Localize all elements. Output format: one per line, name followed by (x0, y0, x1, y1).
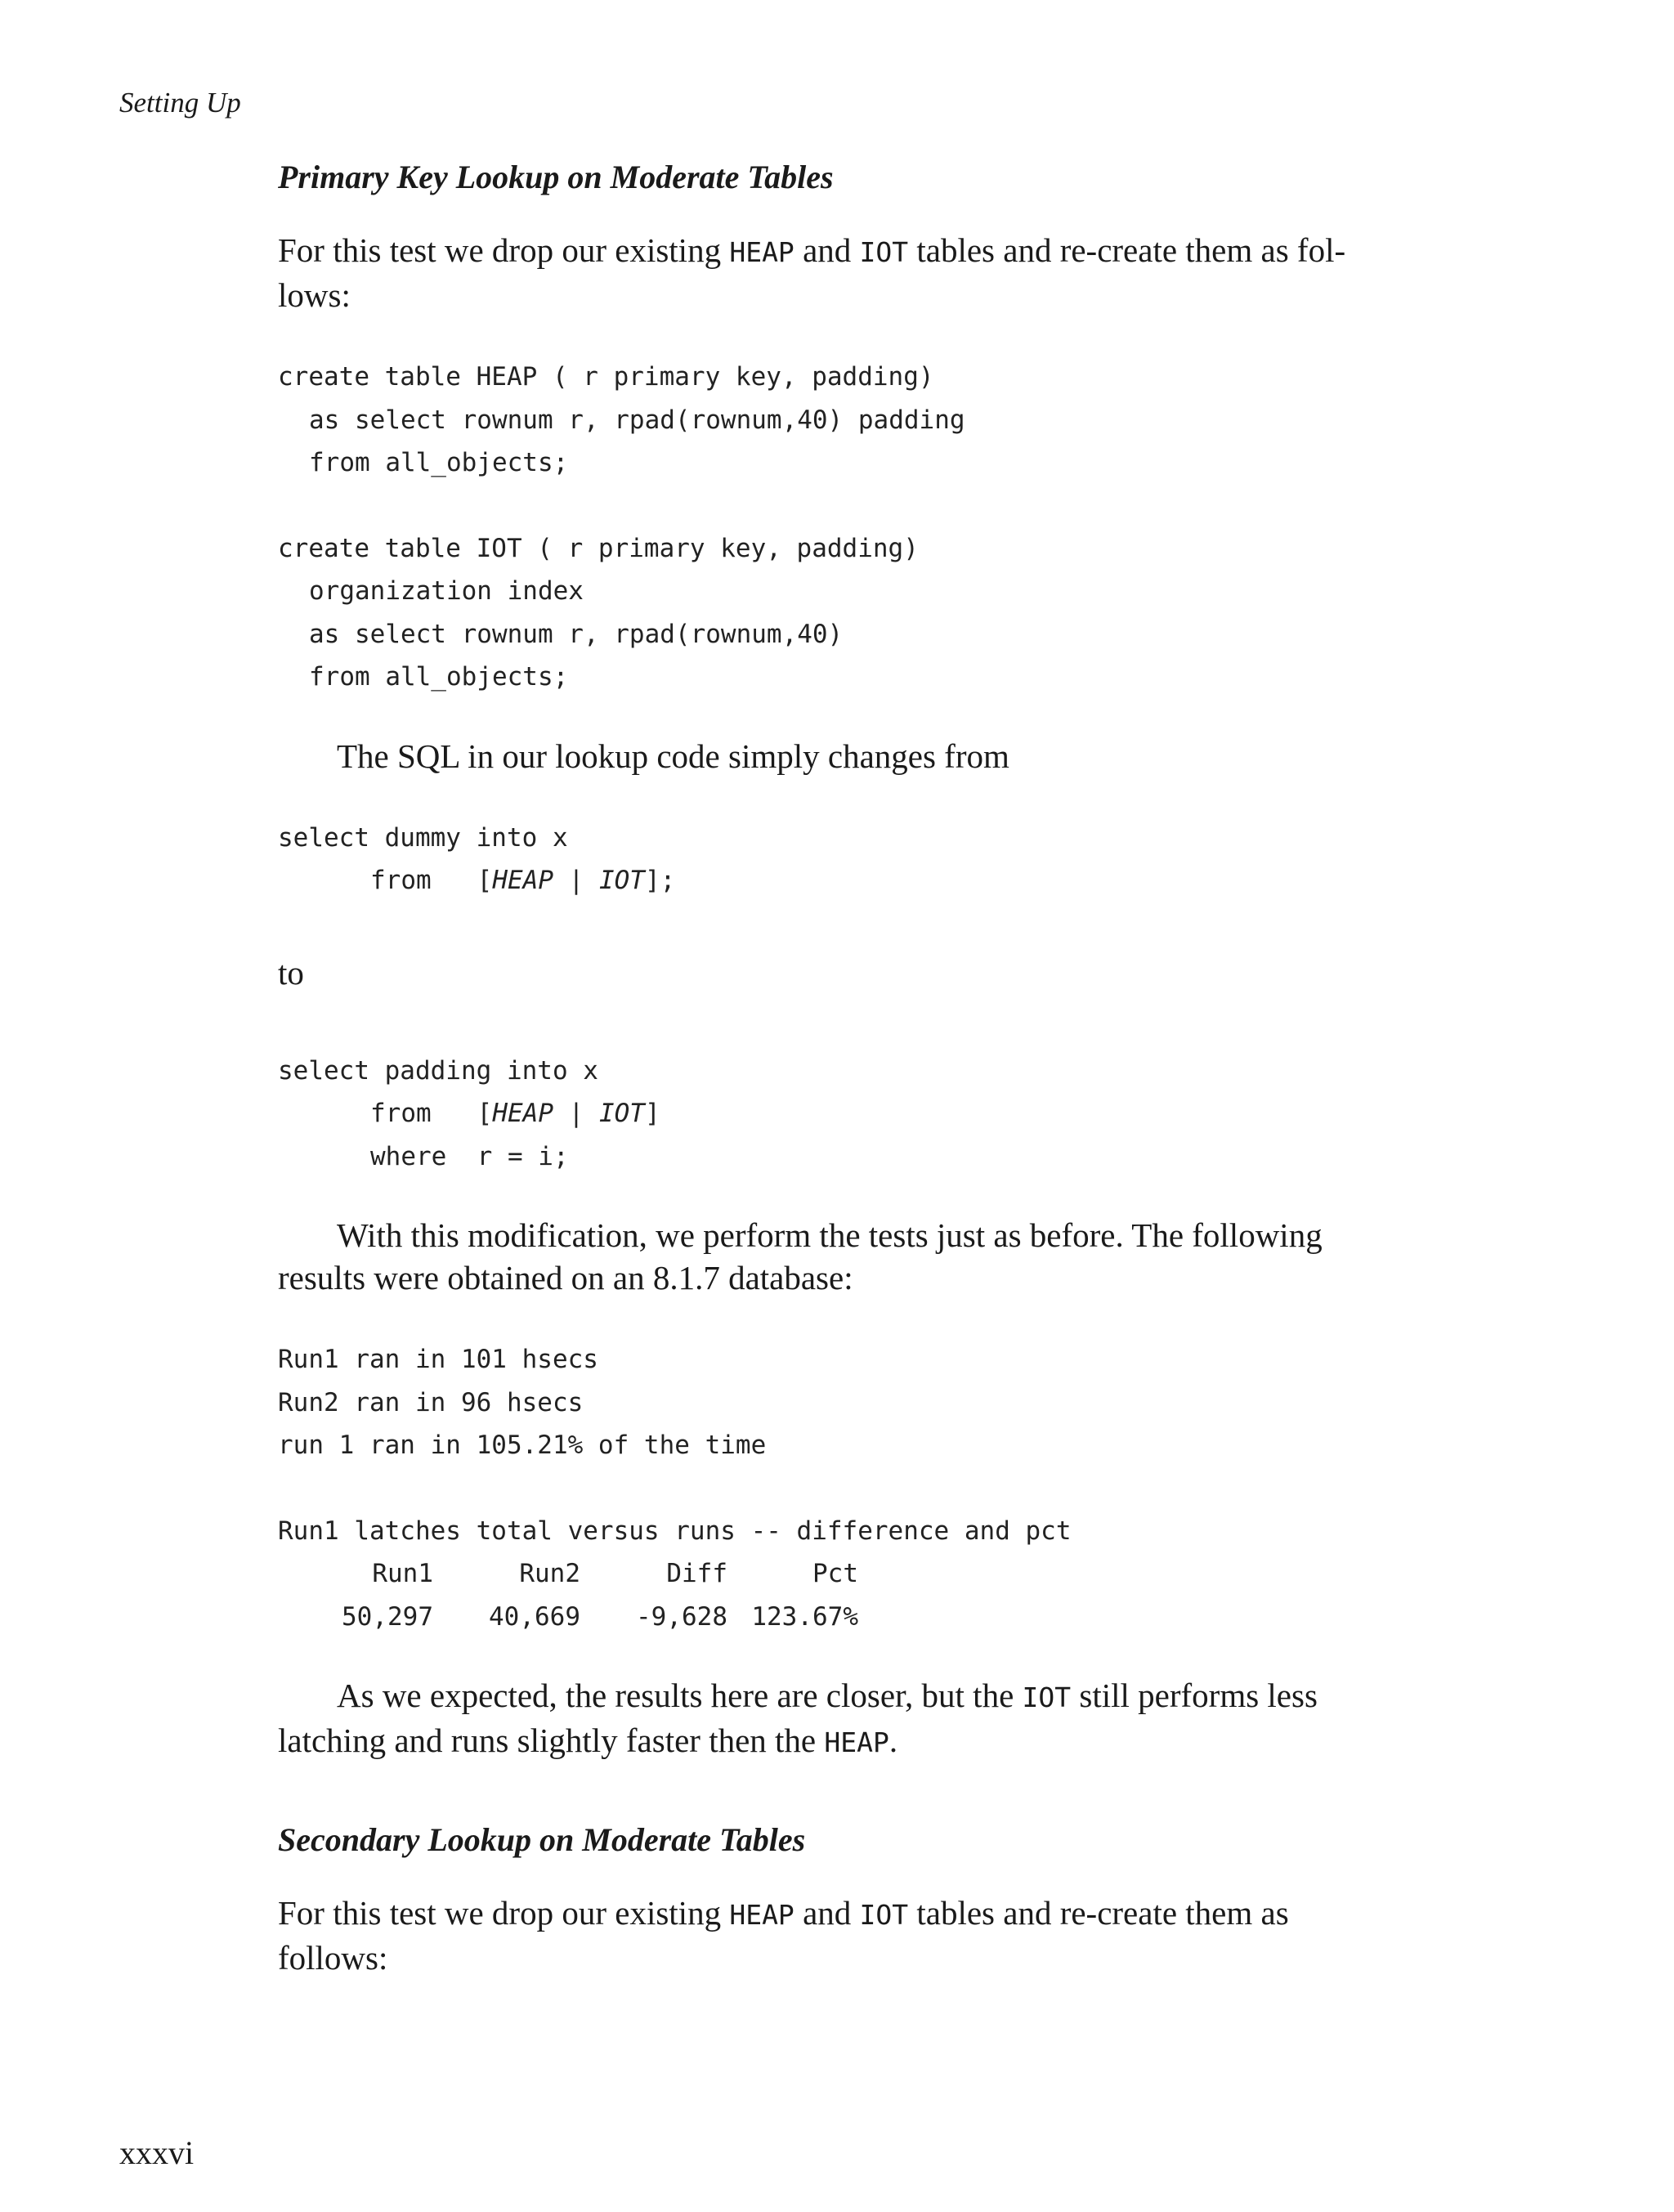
table-header: Diff (666, 1559, 727, 1588)
code-latches-title (278, 1510, 1422, 1553)
page-content (278, 155, 1422, 1979)
code-line: as select rownum r, rpad(rownum,40) padding (309, 405, 965, 435)
latches-table (278, 1552, 1422, 1638)
section-heading-primary-key-lookup: Primary Key Lookup on Moderate Tables (278, 159, 834, 195)
conclusion-paragraph: As we expected, the results here are closer, but the IOT still performs less latching and runs slightly faster then the HEAP. (278, 1677, 1318, 1759)
table-cell: -9,628 (636, 1601, 727, 1632)
inline-code-iot: IOT (1022, 1681, 1072, 1713)
table-header: Run2 (519, 1559, 580, 1588)
code-run-results (278, 1338, 1422, 1467)
code-line: as select rownum r, rpad(rownum,40) (309, 619, 844, 649)
code-line: from [HEAP | IOT]; (370, 866, 676, 895)
sql-changes-paragraph: The SQL in our lookup code simply changes from (337, 737, 1009, 775)
code-line: from all_objects; (309, 662, 569, 692)
modification-paragraph: With this modification, we perform the tests just as before. The following results were obtained on an 8.1.7 database: (278, 1216, 1323, 1296)
inline-code-heap: HEAP (729, 236, 794, 268)
table-cell: 123.67% (751, 1601, 858, 1632)
running-head: Setting Up (119, 87, 241, 119)
code-line: select dummy into x (278, 822, 568, 853)
code-line: create table IOT ( r primary key, padding) (278, 533, 919, 563)
code-line: organization index (309, 576, 584, 606)
code-create-iot (278, 527, 1422, 699)
inline-code-iot: IOT (859, 1899, 909, 1931)
to-word: to (278, 953, 304, 992)
code-select-padding (278, 1050, 1422, 1179)
code-line: Run1 latches total versus runs -- difference and pct (278, 1516, 1072, 1546)
code-line: run 1 ran in 105.21% of the time (278, 1431, 767, 1460)
section-heading-secondary-lookup: Secondary Lookup on Moderate Tables (278, 1821, 806, 1858)
code-line: select padding into x (278, 1055, 598, 1086)
table-header: Pct (812, 1559, 858, 1588)
code-line: create table HEAP ( r primary key, padding) (278, 362, 934, 392)
table-cell: 50,297 (342, 1601, 433, 1632)
table-header: Run1 (372, 1559, 433, 1588)
intro-paragraph-secondary: For this test we drop our existing HEAP and IOT tables and re-create them as follows: (278, 1894, 1289, 1977)
code-create-heap (278, 356, 1422, 485)
table-cell: 40,669 (489, 1601, 580, 1632)
code-line: from all_objects; (309, 448, 569, 477)
intro-paragraph: For this test we drop our existing HEAP and IOT tables and re-create them as fol- lows: (278, 231, 1346, 314)
page-number: xxxvi (119, 2134, 195, 2171)
inline-code-iot: IOT (859, 236, 909, 268)
code-line: where r = i; (370, 1141, 569, 1171)
inline-code-heap: HEAP (729, 1899, 794, 1931)
inline-code-heap: HEAP (824, 1726, 889, 1758)
code-line: Run2 ran in 96 hsecs (278, 1387, 584, 1417)
code-line: from [HEAP | IOT] (370, 1099, 660, 1128)
code-line: Run1 ran in 101 hsecs (278, 1345, 598, 1374)
code-select-dummy (278, 817, 1422, 902)
